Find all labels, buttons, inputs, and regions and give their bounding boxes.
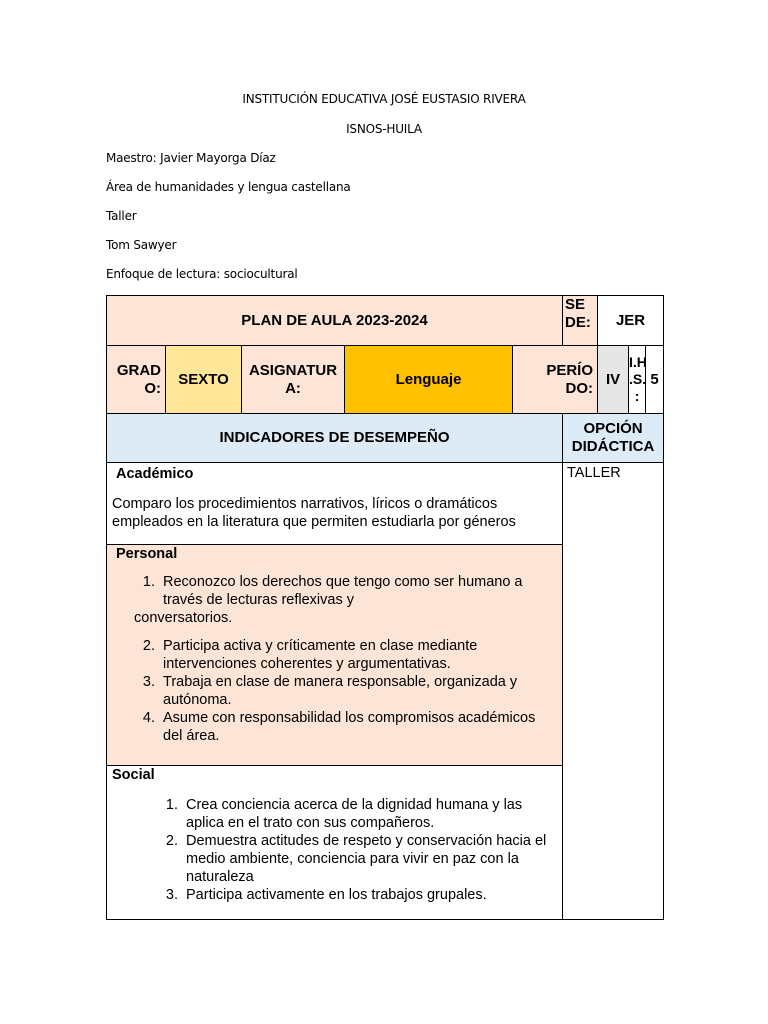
asignatura-label: ASIGNATUR A: [242, 346, 345, 414]
list-item: 4. Asume con responsabilidad los compromisos académicos del área. [142, 710, 536, 744]
area: Área de humanidades y lengua castellana [106, 180, 351, 194]
personal-title: Personal [116, 546, 178, 562]
social-cell [107, 766, 563, 920]
teacher: Maestro: Javier Mayorga Díaz [106, 151, 276, 165]
list-item: 1. Crea conciencia acerca de la dignidad humana y las aplica en el trato con sus compañeros. [165, 797, 523, 831]
plan-title: PLAN DE AULA 2023-2024 [107, 296, 563, 346]
grado-label: GRAD O: [107, 346, 166, 414]
personal-cell [107, 545, 563, 766]
sede-label: SE DE: [563, 296, 598, 346]
plan-table [106, 295, 664, 920]
list-item: 3. Trabaja en clase de manera responsable, organizada y autónoma. [142, 674, 518, 708]
academico-text: Comparo los procedimientos narrativos, líricos o dramáticos empleados en la literatura que permiten estudiarla por géneros [112, 496, 516, 530]
opcion-value: TALLER [567, 465, 621, 481]
book-title: Tom Sawyer [106, 238, 177, 252]
opcion-header: OPCIÓN DIDÁCTICA [563, 414, 664, 463]
list-item: 1. Reconozco los derechos que tengo como ser humano a través de lecturas reflexivas y [142, 574, 523, 608]
social-list [107, 784, 562, 904]
periodo-value: IV [598, 346, 629, 414]
asignatura-value: Lenguaje [345, 346, 513, 414]
personal-list [107, 563, 562, 745]
periodo-label: PERÍO DO: [513, 346, 598, 414]
list-item: 3. Participa activamente en los trabajos grupales. [165, 887, 487, 903]
list-item-continuation: conversatorios. [134, 610, 233, 626]
list-item: 2. Demuestra actitudes de respeto y conservación hacia el medio ambiente, conciencia para vivir en paz con la naturaleza [165, 833, 547, 885]
academico-cell [107, 463, 563, 545]
academico-title: Académico [116, 466, 194, 482]
ihs-value: 5 [646, 346, 664, 414]
ihs-label: I.H .S. : [629, 346, 646, 414]
list-item: 2. Participa activa y críticamente en clase mediante intervenciones coherentes y argumentativas. [142, 638, 478, 672]
grado-value: SEXTO [166, 346, 242, 414]
social-title: Social [112, 767, 155, 783]
opcion-cell [563, 463, 664, 920]
reading-focus: Enfoque de lectura: sociocultural [106, 267, 298, 281]
indicadores-header: INDICADORES DE DESEMPEÑO [107, 414, 563, 463]
location: ISNOS-HUILA [346, 122, 422, 136]
institution-name: INSTITUCIÓN EDUCATIVA JOSÉ EUSTASIO RIVERA [242, 92, 526, 106]
sede-value: JER [598, 296, 664, 346]
workshop-type: Taller [106, 209, 137, 223]
